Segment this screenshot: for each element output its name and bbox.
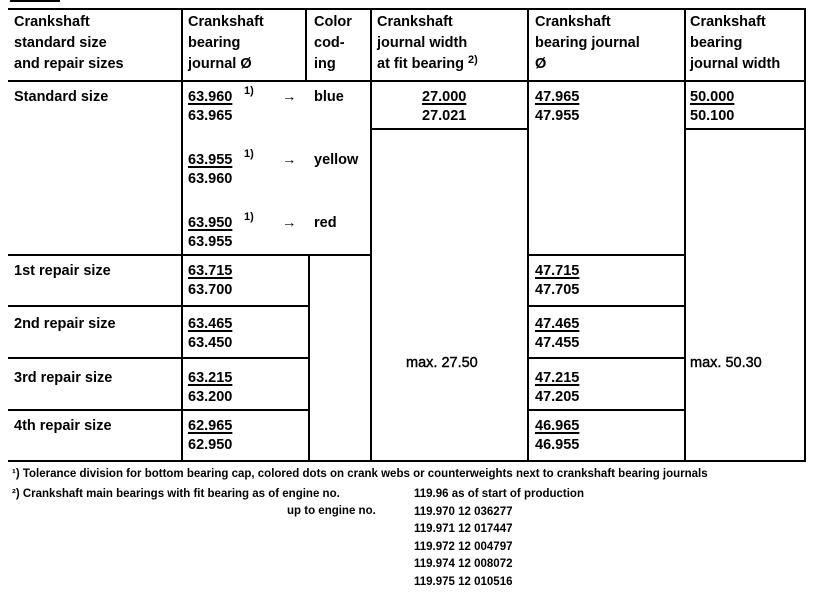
header-standard-size: Crankshaft standard size and repair sizes — [14, 14, 124, 72]
arrow-icon: → — [282, 152, 297, 168]
col-divider-1 — [181, 8, 183, 460]
journal-3rd-repair: $\frac{47.215}{47.205}$ — [535, 370, 580, 405]
row-rule-2nd — [8, 357, 310, 359]
table-top-rule — [8, 8, 806, 10]
engine-no-971: 119.971 12 017447 — [414, 523, 513, 535]
header-bearing-journal-dia: Crankshaft bearing journal Ø — [535, 14, 640, 72]
arrow-icon: → — [282, 89, 297, 105]
journal-4th-repair: $\frac{46.965}{46.955}$ — [535, 418, 580, 453]
engine-no-974: 119.974 12 008072 — [414, 558, 513, 570]
row-rule-standard — [8, 254, 372, 256]
row-rule-3rd-j — [527, 409, 686, 411]
col-divider-2-upper — [305, 8, 307, 80]
crank-value-red: $\frac{63.950}{63.955}$ — [188, 215, 233, 250]
crank-2nd-repair: $\frac{63.465}{63.450}$ — [188, 316, 233, 351]
max-journal-width: max. 50.30 — [690, 355, 762, 371]
header-journal-width-fit: Crankshaft journal width at fit bearing $^{2)}$ — [377, 14, 478, 72]
header-journal-width: Crankshaft bearing journal width — [690, 14, 781, 72]
header-bearing-journal: Crankshaft bearing journal Ø — [188, 14, 264, 72]
col-divider-5 — [684, 8, 686, 460]
col-divider-6 — [804, 8, 806, 460]
crank-1st-repair: $\frac{63.715}{63.700}$ — [188, 263, 233, 298]
footnote-2-upto: up to engine no. — [287, 505, 376, 517]
row-rule-3rd — [8, 409, 310, 411]
crank-3rd-repair: $\frac{63.215}{63.200}$ — [188, 370, 233, 405]
row-label-1st-repair: 1st repair size — [14, 263, 111, 279]
color-label-red: red — [314, 215, 337, 231]
row-label-3rd-repair: 3rd repair size — [14, 370, 113, 386]
header-color-coding: Color cod- ing — [314, 14, 352, 72]
row-rule-width-fit — [370, 128, 529, 130]
footnote-1-marker-yellow: 1) — [244, 148, 254, 160]
footnote-1-marker-red: 1) — [244, 211, 254, 223]
row-label-standard: Standard size — [14, 89, 109, 105]
table-bottom-rule — [8, 460, 806, 462]
row-rule-journal-std — [527, 254, 686, 256]
row-label-4th-repair: 4th repair size — [14, 418, 112, 434]
color-label-yellow: yellow — [314, 152, 359, 168]
row-label-2nd-repair: 2nd repair size — [14, 316, 116, 332]
journal-width-standard: $\frac{50.000}{50.100}$ — [690, 89, 735, 124]
header-bottom-rule — [8, 80, 806, 82]
footnote-2: ²) Crankshaft main bearings with fit bearing as of engine no. — [12, 488, 340, 500]
arrow-icon: → — [282, 215, 297, 231]
col-divider-2-lower — [308, 254, 310, 460]
engine-no-970: 119.970 12 036277 — [414, 505, 513, 518]
color-label-blue: blue — [314, 89, 344, 105]
footnote-2-marker: 2) — [468, 54, 478, 66]
crank-value-blue: $\frac{63.960}{63.965}$ — [188, 89, 233, 124]
engine-no-975: 119.975 12 010516 — [414, 575, 513, 588]
row-rule-2nd-j — [527, 357, 686, 359]
col-divider-4 — [527, 8, 529, 460]
col-divider-3 — [370, 8, 372, 460]
width-fit-standard: $\frac{27.000}{27.021}$ — [422, 89, 467, 124]
journal-1st-repair: $\frac{47.715}{47.705}$ — [535, 263, 580, 298]
engine-start: 119.96 as of start of production — [414, 488, 584, 500]
row-rule-journal-width — [684, 128, 806, 130]
top-cut-text — [10, 0, 60, 2]
journal-standard: $\frac{47.965}{47.955}$ — [535, 89, 580, 124]
journal-2nd-repair: $\frac{47.465}{47.455}$ — [535, 316, 580, 351]
engine-no-972: 119.972 12 004797 — [414, 540, 513, 553]
crank-4th-repair: $\frac{62.965}{62.950}$ — [188, 418, 233, 453]
row-rule-1st-j — [527, 305, 686, 307]
crank-value-yellow: $\frac{63.955}{63.960}$ — [188, 152, 233, 187]
row-rule-1st — [8, 305, 310, 307]
max-width-fit: max. 27.50 — [406, 355, 478, 371]
footnote-1: ¹) Tolerance division for bottom bearing cap, colored dots on crank webs or counterweights next to crankshaft bearing journals — [12, 468, 708, 480]
footnote-1-marker-blue: 1) — [244, 85, 254, 97]
